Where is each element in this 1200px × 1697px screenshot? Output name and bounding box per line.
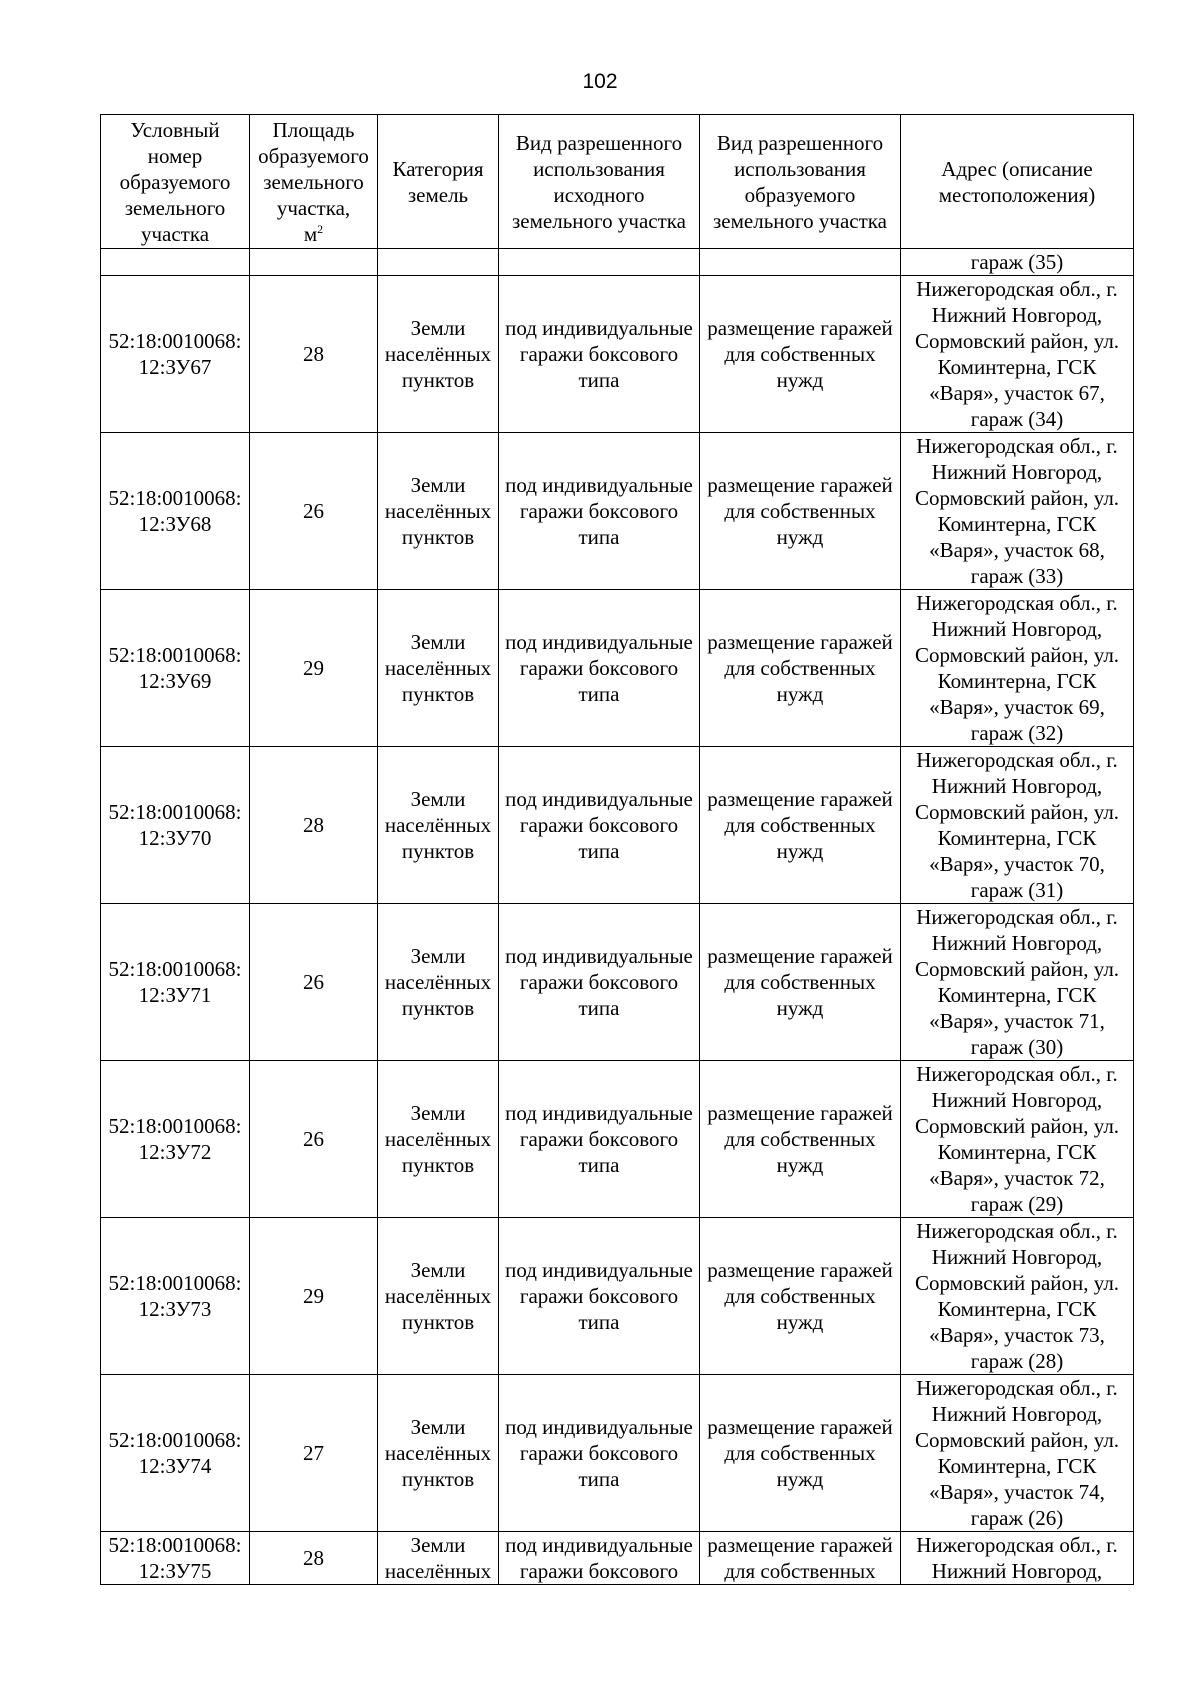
land-category-cell: Земли населённых пунктов [378, 1375, 499, 1532]
plot-number-cell: 52:18:0010068: 12:ЗУ74 [101, 1375, 250, 1532]
source-use-cell: под индивидуальные гаражи боксового типа [499, 276, 700, 433]
table-row [101, 1375, 1134, 1532]
source-use-cell: под индивидуальные гаражи боксового типа [499, 904, 700, 1061]
source-use-cell: под индивидуальные гаражи боксового типа [499, 747, 700, 904]
plot-number-cell: 52:18:0010068: 12:ЗУ69 [101, 590, 250, 747]
source-use-cell: под индивидуальные гаражи боксового типа [499, 590, 700, 747]
land-category-cell: Земли населённых [378, 1532, 499, 1585]
header-plot-number: Условный номер образуемого земельного участка [101, 115, 250, 249]
target-use-cell: размещение гаражей для собственных нужд [700, 1218, 901, 1375]
area-cell: 28 [250, 276, 378, 433]
land-category-cell: Земли населённых пунктов [378, 1061, 499, 1218]
table-row [101, 904, 1134, 1061]
header-source-use: Вид разрешенного использования исходного земельного участка [499, 115, 700, 249]
target-use-cell: размещение гаражей для собственных нужд [700, 904, 901, 1061]
plot-number-cell: 52:18:0010068: 12:ЗУ72 [101, 1061, 250, 1218]
area-cell: 28 [250, 1532, 378, 1585]
plot-number-cell: 52:18:0010068: 12:ЗУ73 [101, 1218, 250, 1375]
land-category-cell: Земли населённых пунктов [378, 904, 499, 1061]
empty-cell [499, 249, 700, 276]
continuation-address: гараж (35) [901, 249, 1134, 276]
target-use-cell: размещение гаражей для собственных нужд [700, 1061, 901, 1218]
address-cell: Нижегородская обл., г. Нижний Новгород, Сормовский район, ул. Коминтерна, ГСК «Варя», участок 69, гараж (32) [901, 590, 1134, 747]
area-cell: 26 [250, 1061, 378, 1218]
table-row-partial [101, 1532, 1134, 1585]
empty-cell [378, 249, 499, 276]
area-cell: 28 [250, 747, 378, 904]
target-use-cell: размещение гаражей для собственных нужд [700, 590, 901, 747]
header-address: Адрес (описание местоположения) [901, 115, 1134, 249]
area-cell: 26 [250, 904, 378, 1061]
target-use-cell: размещение гаражей для собственных нужд [700, 1375, 901, 1532]
table-row [101, 276, 1134, 433]
table-row [101, 433, 1134, 590]
header-area [250, 115, 378, 249]
table-row [101, 747, 1134, 904]
page-number: 102 [582, 70, 618, 93]
area-cell: 29 [250, 590, 378, 747]
area-cell: 29 [250, 1218, 378, 1375]
source-use-cell: под индивидуальные гаражи боксового [499, 1532, 700, 1585]
address-cell: Нижегородская обл., г. Нижний Новгород, Сормовский район, ул. Коминтерна, ГСК «Варя», участок 73, гараж (28) [901, 1218, 1134, 1375]
header-area-text: Площадь образуемого земельного участка, м [258, 117, 369, 246]
source-use-cell: под индивидуальные гаражи боксового типа [499, 1061, 700, 1218]
plot-number-cell: 52:18:0010068: 12:ЗУ67 [101, 276, 250, 433]
empty-cell [101, 249, 250, 276]
empty-cell [250, 249, 378, 276]
area-cell: 26 [250, 433, 378, 590]
source-use-cell: под индивидуальные гаражи боксового типа [499, 1218, 700, 1375]
target-use-cell: размещение гаражей для собственных [700, 1532, 901, 1585]
plot-number-cell: 52:18:0010068: 12:ЗУ68 [101, 433, 250, 590]
area-cell: 27 [250, 1375, 378, 1532]
plot-number-cell: 52:18:0010068: 12:ЗУ75 [101, 1532, 250, 1585]
address-cell: Нижегородская обл., г. Нижний Новгород, [901, 1532, 1134, 1585]
plot-number-cell: 52:18:0010068: 12:ЗУ70 [101, 747, 250, 904]
land-category-cell: Земли населённых пунктов [378, 1218, 499, 1375]
header-area-superscript: 2 [317, 221, 324, 236]
table-row [101, 1061, 1134, 1218]
address-cell: Нижегородская обл., г. Нижний Новгород, Сормовский район, ул. Коминтерна, ГСК «Варя», участок 71, гараж (30) [901, 904, 1134, 1061]
address-cell: Нижегородская обл., г. Нижний Новгород, Сормовский район, ул. Коминтерна, ГСК «Варя», участок 74, гараж (26) [901, 1375, 1134, 1532]
land-category-cell: Земли населённых пунктов [378, 747, 499, 904]
address-cell: Нижегородская обл., г. Нижний Новгород, Сормовский район, ул. Коминтерна, ГСК «Варя», участок 68, гараж (33) [901, 433, 1134, 590]
address-cell: Нижегородская обл., г. Нижний Новгород, Сормовский район, ул. Коминтерна, ГСК «Варя», участок 72, гараж (29) [901, 1061, 1134, 1218]
target-use-cell: размещение гаражей для собственных нужд [700, 433, 901, 590]
land-category-cell: Земли населённых пунктов [378, 590, 499, 747]
continuation-row [101, 249, 1134, 276]
land-category-cell: Земли населённых пунктов [378, 276, 499, 433]
table-header-row [101, 115, 1134, 249]
empty-cell [700, 249, 901, 276]
address-cell: Нижегородская обл., г. Нижний Новгород, Сормовский район, ул. Коминтерна, ГСК «Варя», участок 70, гараж (31) [901, 747, 1134, 904]
table-row [101, 590, 1134, 747]
land-category-cell: Земли населённых пунктов [378, 433, 499, 590]
target-use-cell: размещение гаражей для собственных нужд [700, 747, 901, 904]
target-use-cell: размещение гаражей для собственных нужд [700, 276, 901, 433]
address-cell: Нижегородская обл., г. Нижний Новгород, Сормовский район, ул. Коминтерна, ГСК «Варя», участок 67, гараж (34) [901, 276, 1134, 433]
source-use-cell: под индивидуальные гаражи боксового типа [499, 433, 700, 590]
plot-number-cell: 52:18:0010068: 12:ЗУ71 [101, 904, 250, 1061]
table-row [101, 1218, 1134, 1375]
source-use-cell: под индивидуальные гаражи боксового типа [499, 1375, 700, 1532]
header-land-category: Категория земель [378, 115, 499, 249]
header-target-use: Вид разрешенного использования образуемого земельного участка [700, 115, 901, 249]
land-plots-table [100, 114, 1134, 1585]
